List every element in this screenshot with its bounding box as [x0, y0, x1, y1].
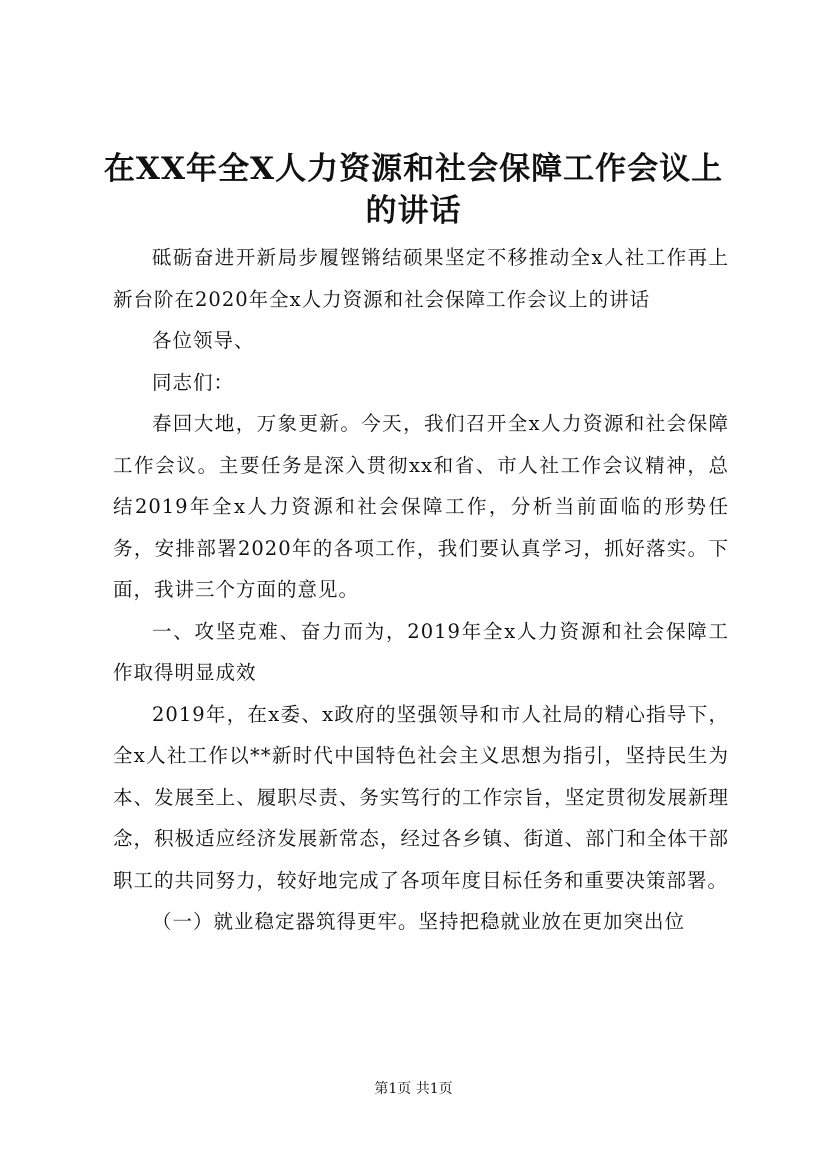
paragraph-employment: （一）就业稳定器筑得更牢。坚持把稳就业放在更加突出位 — [152, 910, 686, 933]
paragraph-salutation-leaders: 各位领导、 — [152, 329, 255, 352]
paragraph-subtitle: 砥砺奋进开新局步履铿锵结硕果坚定不移推动全x人社工作再上新台阶在2020年全x人力资源和社会保障工作会议上的讲话 — [113, 246, 729, 311]
paragraph-salutation-comrades: 同志们： — [152, 370, 235, 394]
paragraph-summary-2019: 2019年，在x委、x政府的坚强领导和市人社局的精心指导下，全x人社工作以**新时代中国特色社会主义思想为指引，坚持民生为本、发展至上、履职尽责、务实笃行的工作宗旨，坚定贯彻发展新理念，积极适应经济发展新常态，经过各乡镇、街道、部门和全体干部职工的共同努力，较好地完成了各项年度目标任务和重要决策部署。 — [113, 702, 729, 892]
paragraph-opening: 春回大地，万象更新。今天，我们召开全x人力资源和社会保障工作会议。主要任务是深入贯彻xx和省、市人社工作会议精神，总结2019年全x人力资源和社会保障工作，分析当前面临的形势任务，安排部署2020年的各项工作，我们要认真学习，抓好落实。下面，我讲三个方面的意见。 — [113, 412, 729, 601]
page-footer: 第1页 共1页 — [374, 1081, 453, 1097]
paragraph-section-heading-1: 一、攻坚克难、奋力而为，2019年全x人力资源和社会保障工作取得明显成效 — [113, 619, 729, 684]
document-body — [113, 237, 729, 943]
document-title: 在XX年全X人力资源和社会保障工作会议上的讲话 — [103, 151, 724, 229]
